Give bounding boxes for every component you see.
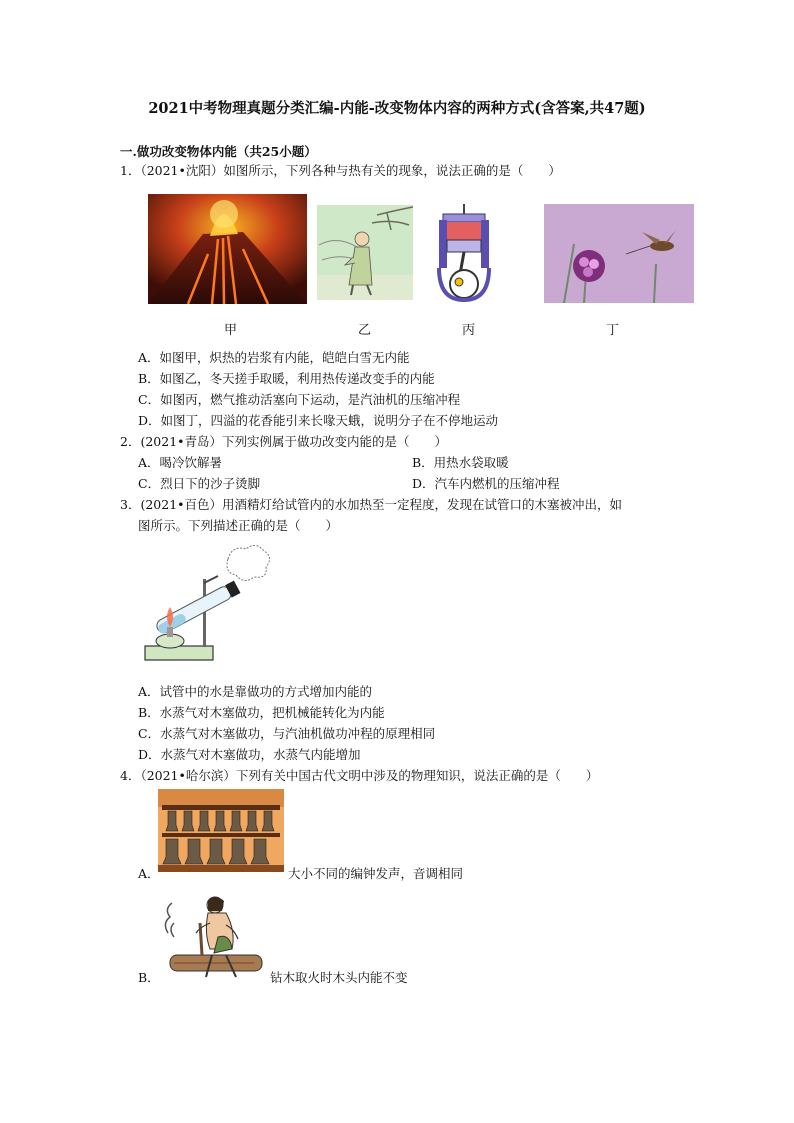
caption-ding: 丁 <box>606 323 620 338</box>
test-tube-experiment-image <box>140 543 272 665</box>
q1-option-c: C．如图丙，燃气推动活塞向下运动，是汽油机的压缩冲程 <box>138 392 461 407</box>
engine-cylinder-image <box>433 202 495 305</box>
question-2-stem: 2．(2021•青岛）下列实例属于做功改变内能的是（ ） <box>120 434 448 449</box>
q2-option-c: C．烈日下的沙子烫脚 <box>138 476 261 491</box>
q2-option-a: A．喝冷饮解暑 <box>138 455 223 470</box>
question-4-stem: 4．（2021•哈尔滨）下列有关中国古代文明中涉及的物理知识，说法正确的是（ ） <box>120 768 599 783</box>
q3-option-b: B．水蒸气对木塞做功，把机械能转化为内能 <box>138 705 385 720</box>
bianzhong-bells-image <box>158 789 284 872</box>
caption-jia: 甲 <box>224 323 238 338</box>
q3-option-c: C．水蒸气对木塞做功，与汽油机做功冲程的原理相同 <box>138 726 436 741</box>
q2-option-d: D．汽车内燃机的压缩冲程 <box>412 476 560 491</box>
q1-option-b: B．如图乙，冬天搓手取暖，利用热传递改变手的内能 <box>138 371 435 386</box>
question-1-stem: 1．（2021•沈阳）如图所示，下列各种与热有关的现象，说法正确的是（ ） <box>120 163 561 178</box>
q3-option-d: D．水蒸气对木塞做功，水蒸气内能增加 <box>138 747 361 762</box>
q4-option-a-text: 大小不同的编钟发声，音调相同 <box>288 866 464 881</box>
q3-option-a: A．试管中的水是靠做功的方式增加内能的 <box>138 684 373 699</box>
q4-option-a-letter: A． <box>138 866 160 881</box>
q2-option-b: B．用热水袋取暖 <box>412 455 509 470</box>
q1-option-a: A．如图甲，炽热的岩浆有内能，皑皑白雪无内能 <box>138 350 410 365</box>
question-3-stem-line2: 图所示。下列描述正确的是（ ） <box>138 518 339 533</box>
caption-yi: 乙 <box>358 323 372 338</box>
rubbing-hands-image <box>317 205 413 300</box>
moth-flower-image <box>544 204 694 303</box>
q4-option-b-text: 钻木取火时木头内能不变 <box>270 970 408 985</box>
caption-bing: 丙 <box>462 323 476 338</box>
q4-option-b-letter: B． <box>138 970 160 985</box>
question-3-stem-line1: 3．(2021•百色）用酒精灯给试管内的水加热至一定程度，发现在试管口的木塞被冲出，如 <box>120 497 623 512</box>
volcano-image <box>148 194 307 304</box>
page-title: 2021中考物理真题分类汇编-内能-改变物体内容的两种方式(含答案,共47题) <box>148 100 646 117</box>
q1-option-d: D．如图丁，四溢的花香能引来长喙天蛾，说明分子在不停地运动 <box>138 413 499 428</box>
section-heading: 一.做功改变物体内能（共25小题） <box>120 144 317 159</box>
drilling-wood-fire-image <box>160 893 268 981</box>
